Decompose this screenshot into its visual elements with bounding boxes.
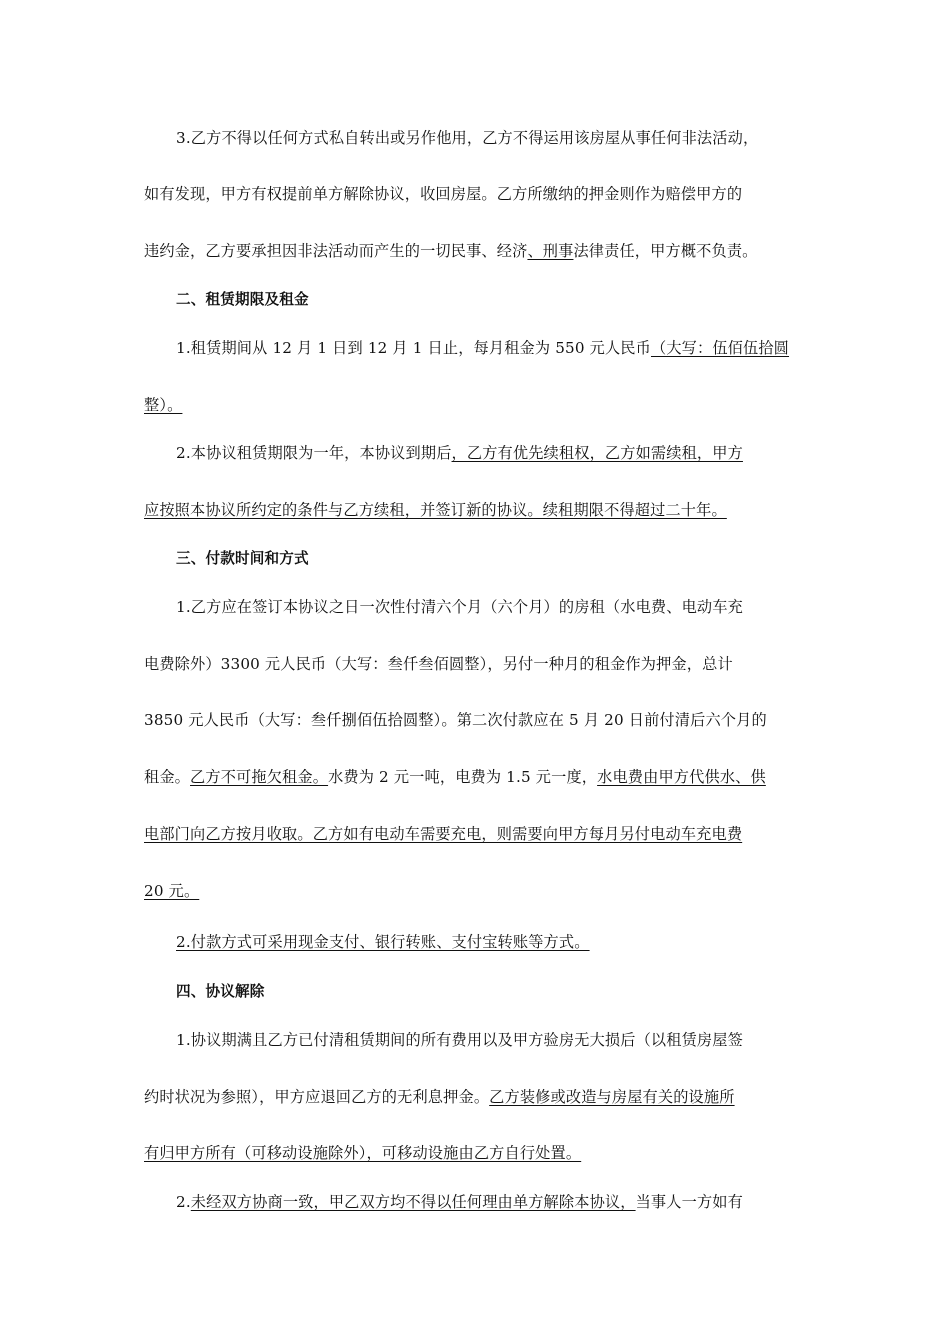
underlined-text: （大写：伍佰伍拾圆: [650, 339, 790, 357]
text: 电费除外）3300 元人民币（大写：叁仟叁佰圆整），另付一种月的租金作为押金，总计: [144, 655, 733, 673]
underlined-text: 、刑事: [527, 242, 574, 260]
paragraph-line: [176, 1192, 743, 1212]
section-heading: [176, 982, 264, 1002]
underlined-text: 应按照本协议所约定的条件与乙方续租，并签订新的协议。续租期限不得超过二十年。: [144, 501, 727, 519]
section-heading: [176, 549, 309, 569]
underlined-text: 整）。: [144, 396, 183, 414]
paragraph-line: [144, 1143, 581, 1163]
heading-text: 三、付款时间和方式: [176, 550, 309, 567]
paragraph-line: [176, 597, 743, 617]
paragraph-line: [144, 767, 766, 787]
paragraph-line: [176, 932, 590, 952]
text: 1.协议期满且乙方已付清租赁期间的所有费用以及甲方验房无大损后（以租赁房屋签: [176, 1031, 743, 1049]
underlined-text: 乙方装修或改造与房屋有关的设施所: [489, 1088, 735, 1106]
text: 违约金，乙方要承担因非法活动而产生的一切民事、经济: [144, 242, 528, 260]
paragraph-line: [144, 824, 742, 844]
paragraph-line: [144, 395, 182, 415]
text: 水费为 2 元一吨，电费为 1.5 元一度，: [328, 768, 598, 786]
underlined-text: 20 元。: [144, 882, 200, 900]
text: 3.乙方不得以任何方式私自转出或另作他用，乙方不得运用该房屋从事任何非法活动，: [176, 129, 759, 147]
text: 2.本协议租赁期限为一年，本协议到期后: [176, 444, 452, 462]
paragraph-line: [144, 1087, 735, 1107]
paragraph-line: [176, 338, 789, 358]
text: 2.: [176, 1193, 191, 1211]
heading-text: 四、协议解除: [176, 983, 265, 1000]
underlined-text: 未经双方协商一致，甲乙双方均不得以任何理由单方解除本协议，: [190, 1193, 636, 1211]
text: 1.租赁期间从 12 月 1 日到 12 月 1 日止，每月租金为 550 元人民币: [176, 339, 651, 357]
paragraph-line: [144, 184, 742, 204]
paragraph-line: [144, 654, 733, 674]
underlined-text: 有归甲方所有（可移动设施除外），可移动设施由乙方自行处置。: [144, 1144, 582, 1162]
section-heading: [176, 290, 309, 310]
underlined-text: 2.付款方式可采用现金支付、银行转账、支付宝转账等方式。: [176, 933, 590, 951]
text: 法律责任，甲方概不负责。: [573, 242, 758, 260]
text: 如有发现，甲方有权提前单方解除协议，收回房屋。乙方所缴纳的押金则作为赔偿甲方的: [144, 185, 743, 203]
heading-text: 二、租赁期限及租金: [176, 291, 309, 308]
paragraph-line: [176, 1030, 743, 1050]
text: 当事人一方如有: [635, 1193, 743, 1211]
paragraph-line: [144, 881, 199, 901]
text: 3850 元人民币（大写：叁仟捌佰伍拾圆整）。第二次付款应在 5 月 20 日前付清后六个月的: [144, 711, 767, 729]
underlined-text: 水电费由甲方代供水、供: [597, 768, 766, 786]
text: 租金。: [144, 768, 191, 786]
underlined-text: ，乙方有优先续租权，乙方如需续租，甲方: [451, 444, 743, 462]
underlined-text: 电部门向乙方按月收取。乙方如有电动车需要充电，则需要向甲方每月另付电动车充电费: [144, 825, 743, 843]
paragraph-line: [176, 443, 743, 463]
paragraph-line: [144, 500, 727, 520]
text: 约时状况为参照），甲方应退回乙方的无利息押金。: [144, 1088, 490, 1106]
paragraph-line: [176, 128, 758, 148]
underlined-text: 乙方不可拖欠租金。: [190, 768, 329, 786]
paragraph-line: [144, 710, 767, 730]
text: 1.乙方应在签订本协议之日一次性付清六个月（六个月）的房租（水电费、电动车充: [176, 598, 743, 616]
paragraph-line: [144, 241, 758, 261]
